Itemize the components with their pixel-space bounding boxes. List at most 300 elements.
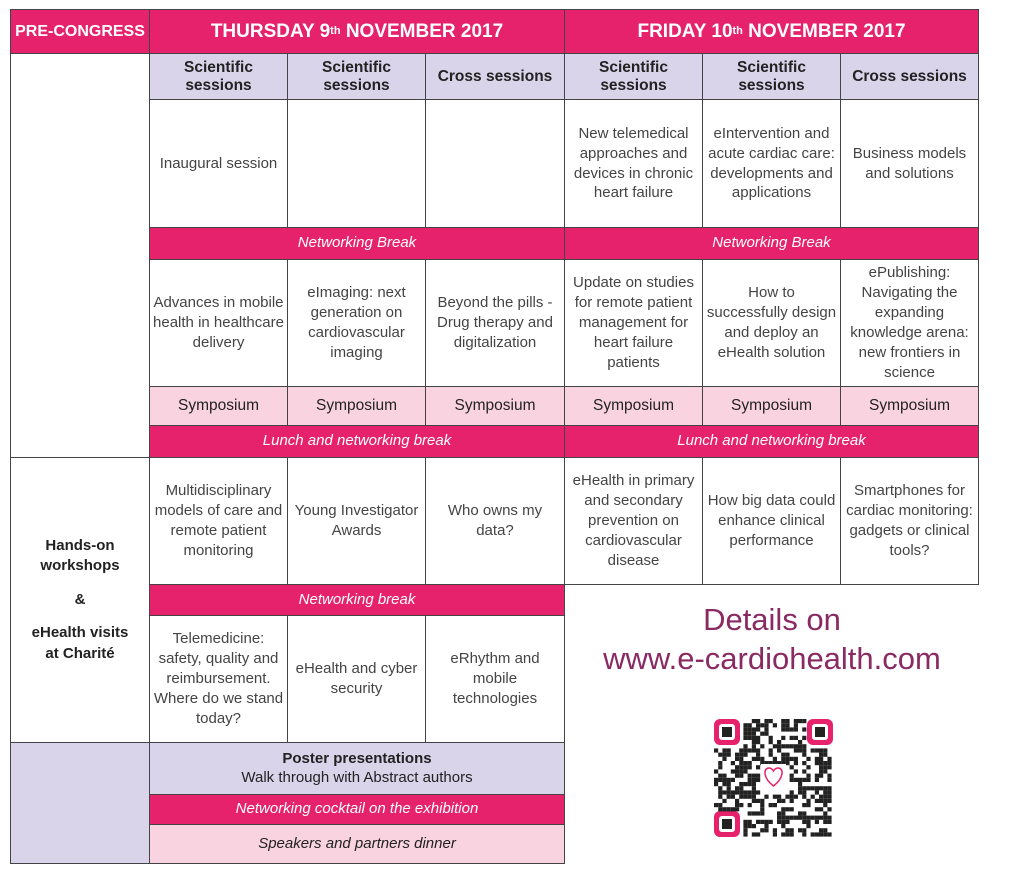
qr-module — [785, 820, 789, 824]
qr-module — [819, 765, 823, 769]
qr-module — [806, 757, 810, 761]
qr-module — [794, 778, 798, 782]
qr-module — [727, 748, 731, 752]
qr-module — [802, 778, 806, 782]
qr-module — [790, 816, 794, 820]
qr-module — [722, 748, 726, 752]
qr-module — [722, 807, 726, 811]
qr-module — [777, 740, 781, 744]
qr-module — [802, 820, 806, 824]
qr-module — [739, 774, 743, 778]
qr-module — [806, 765, 810, 769]
qr-module — [798, 786, 802, 790]
qr-module — [819, 816, 823, 820]
qr-module — [802, 832, 806, 836]
qr-module — [756, 832, 760, 836]
thu-col-header-scientific-1: Scientific sessions — [149, 53, 288, 100]
qr-module — [794, 795, 798, 799]
qr-module — [798, 782, 802, 786]
qr-module — [827, 832, 831, 836]
qr-module — [760, 732, 764, 736]
qr-module — [781, 799, 785, 803]
speakers-dinner: Speakers and partners dinner — [149, 824, 565, 864]
qr-module — [819, 748, 823, 752]
qr-module — [785, 795, 789, 799]
qr-module — [827, 778, 831, 782]
qr-module — [760, 811, 764, 815]
fri-symposium-2: Symposium — [702, 386, 841, 426]
qr-module — [722, 753, 726, 757]
fri-symposium-3: Symposium — [840, 386, 979, 426]
qr-module — [823, 799, 827, 803]
qr-module — [718, 803, 722, 807]
qr-module — [752, 811, 756, 815]
thu-networking-break-1: Networking Break — [149, 227, 565, 260]
qr-module — [827, 807, 831, 811]
qr-module — [798, 744, 802, 748]
qr-module — [823, 765, 827, 769]
qr-module — [722, 790, 726, 794]
qr-module — [756, 811, 760, 815]
qr-module — [802, 795, 806, 799]
qr-module — [798, 790, 802, 794]
qr-module — [760, 803, 764, 807]
qr-module — [752, 744, 756, 748]
qr-module — [815, 832, 819, 836]
thu-session-multidisciplinary: Multidisciplinary models of care and remote patient monitoring — [149, 457, 288, 585]
qr-module — [769, 753, 773, 757]
qr-module — [819, 753, 823, 757]
qr-module — [819, 832, 823, 836]
qr-module — [735, 753, 739, 757]
poster-presentations-cell — [149, 742, 565, 795]
qr-module — [731, 761, 735, 765]
qr-module — [718, 761, 722, 765]
qr-module — [727, 782, 731, 786]
qr-module — [727, 795, 731, 799]
qr-module — [756, 727, 760, 731]
qr-module — [731, 807, 735, 811]
qr-module — [777, 816, 781, 820]
qr-module — [811, 786, 815, 790]
qr-module — [806, 816, 810, 820]
qr-module — [743, 765, 747, 769]
qr-module — [827, 765, 831, 769]
friday-header-suffix: NOVEMBER 2017 — [742, 20, 906, 42]
qr-module — [802, 744, 806, 748]
qr-module — [739, 782, 743, 786]
qr-module — [827, 790, 831, 794]
qr-module — [794, 748, 798, 752]
qr-module — [752, 786, 756, 790]
qr-module — [798, 816, 802, 820]
qr-module — [752, 740, 756, 744]
qr-module — [781, 807, 785, 811]
qr-module — [769, 740, 773, 744]
qr-module — [790, 828, 794, 832]
thu-session-mobile-health: Advances in mobile health in healthcare delivery — [149, 259, 288, 387]
qr-finder-bottom-left — [714, 811, 740, 837]
qr-module — [806, 799, 810, 803]
thu-lunch-break: Lunch and networking break — [149, 425, 565, 458]
thu-session-empty-1 — [287, 99, 426, 228]
qr-module — [743, 727, 747, 731]
qr-module — [756, 820, 760, 824]
qr-module — [790, 736, 794, 740]
qr-module — [806, 778, 810, 782]
thu-symposium-3: Symposium — [425, 386, 565, 426]
qr-module — [743, 753, 747, 757]
qr-module — [802, 753, 806, 757]
qr-module — [777, 811, 781, 815]
qr-module — [748, 824, 752, 828]
qr-module — [773, 795, 777, 799]
qr-module — [760, 828, 764, 832]
qr-module — [802, 719, 806, 723]
qr-module — [827, 774, 831, 778]
qr-module — [743, 769, 747, 773]
thursday-header-suffix: NOVEMBER 2017 — [340, 20, 504, 42]
qr-module — [806, 820, 810, 824]
qr-module — [794, 719, 798, 723]
qr-module — [756, 740, 760, 744]
qr-module — [764, 727, 768, 731]
qr-module — [752, 748, 756, 752]
fri-session-business-models: Business models and solutions — [840, 99, 979, 228]
details-heading: Details on — [703, 602, 841, 637]
qr-module — [781, 832, 785, 836]
qr-module — [735, 803, 739, 807]
qr-module — [735, 790, 739, 794]
qr-module — [794, 816, 798, 820]
thu-session-beyond-pills: Beyond the pills - Drug therapy and digitalization — [425, 259, 565, 387]
fri-session-ehealth-solution: How to successfully design and deploy an eHealth solution — [702, 259, 841, 387]
thu-session-empty-2 — [425, 99, 565, 228]
qr-module — [802, 736, 806, 740]
qr-module — [735, 799, 739, 803]
qr-module — [815, 820, 819, 824]
qr-module — [806, 786, 810, 790]
qr-module — [781, 727, 785, 731]
qr-module — [743, 736, 747, 740]
qr-module — [823, 803, 827, 807]
qr-code-image — [711, 716, 836, 840]
thu-session-inaugural: Inaugural session — [149, 99, 288, 228]
qr-module — [777, 795, 781, 799]
qr-finder-top-right — [807, 719, 833, 745]
qr-module — [739, 748, 743, 752]
qr-module — [748, 736, 752, 740]
qr-module — [756, 799, 760, 803]
precongress-poster-empty-cell — [10, 742, 150, 864]
qr-module — [790, 778, 794, 782]
qr-module — [781, 757, 785, 761]
qr-module — [760, 744, 764, 748]
thu-col-header-scientific-2: Scientific sessions — [287, 53, 426, 100]
qr-module — [769, 736, 773, 740]
qr-module — [794, 736, 798, 740]
qr-module — [794, 723, 798, 727]
thursday-header-sup: th — [330, 24, 341, 37]
qr-module — [802, 811, 806, 815]
qr-module — [718, 774, 722, 778]
qr-module — [815, 807, 819, 811]
poster-subtitle: Walk through with Abstract authors — [241, 768, 473, 786]
qr-module — [739, 765, 743, 769]
qr-module — [815, 786, 819, 790]
qr-module — [823, 820, 827, 824]
qr-module — [743, 748, 747, 752]
qr-module — [722, 799, 726, 803]
qr-module — [752, 736, 756, 740]
thu-session-cyber-security: eHealth and cyber security — [287, 615, 426, 743]
qr-module — [731, 790, 735, 794]
thu-session-eimaging: eImaging: next generation on cardiovascular imaging — [287, 259, 426, 387]
qr-code-icon — [711, 716, 836, 840]
qr-module — [823, 790, 827, 794]
qr-module — [781, 753, 785, 757]
qr-module — [743, 782, 747, 786]
qr-module — [827, 757, 831, 761]
qr-module — [756, 774, 760, 778]
qr-module — [752, 774, 756, 778]
qr-center-logo — [761, 764, 786, 790]
qr-module — [819, 807, 823, 811]
qr-module — [777, 820, 781, 824]
qr-module — [802, 761, 806, 765]
qr-module — [827, 786, 831, 790]
qr-module — [823, 753, 827, 757]
qr-module — [811, 748, 815, 752]
qr-module — [769, 820, 773, 824]
qr-module — [785, 727, 789, 731]
qr-module — [823, 769, 827, 773]
fri-session-big-data: How big data could enhance clinical performance — [702, 457, 841, 585]
qr-module — [769, 803, 773, 807]
qr-module — [756, 736, 760, 740]
qr-module — [806, 803, 810, 807]
friday-header-sup: th — [732, 24, 743, 37]
qr-module — [785, 816, 789, 820]
qr-module — [748, 790, 752, 794]
thu-session-erhythm: eRhythm and mobile technologies — [425, 615, 565, 743]
qr-module — [811, 832, 815, 836]
qr-module — [785, 807, 789, 811]
qr-module — [785, 723, 789, 727]
qr-module — [764, 723, 768, 727]
qr-module — [815, 816, 819, 820]
qr-module — [722, 778, 726, 782]
qr-module — [815, 748, 819, 752]
charite-visits-label: eHealth visits at Charité — [31, 624, 129, 662]
qr-module — [794, 727, 798, 731]
qr-module — [798, 828, 802, 832]
workshops-label: Hands-on workshops — [40, 537, 120, 575]
qr-module — [781, 820, 785, 824]
qr-module — [823, 811, 827, 815]
qr-module — [748, 820, 752, 824]
qr-module — [785, 828, 789, 832]
qr-module — [823, 832, 827, 836]
friday-header-prefix: FRIDAY 10 — [637, 20, 733, 42]
qr-module — [731, 769, 735, 773]
qr-module — [798, 811, 802, 815]
networking-cocktail: Networking cocktail on the exhibition — [149, 794, 565, 825]
qr-module — [748, 727, 752, 731]
qr-module — [748, 774, 752, 778]
qr-module — [735, 765, 739, 769]
thu-session-telemedicine: Telemedicine: safety, quality and reimbursement. Where do we stand today? — [149, 615, 288, 743]
qr-module — [743, 723, 747, 727]
thu-symposium-1: Symposium — [149, 386, 288, 426]
qr-module — [806, 774, 810, 778]
qr-module — [764, 732, 768, 736]
thu-networking-break-2: Networking break — [149, 584, 565, 616]
qr-module — [714, 778, 718, 782]
qr-module — [785, 832, 789, 836]
qr-module — [764, 828, 768, 832]
qr-module — [819, 774, 823, 778]
qr-module — [718, 778, 722, 782]
qr-module — [743, 761, 747, 765]
qr-module — [743, 744, 747, 748]
qr-module — [764, 820, 768, 824]
qr-module — [748, 761, 752, 765]
ampersand-label: & — [74, 590, 86, 608]
qr-module — [727, 790, 731, 794]
qr-module — [794, 769, 798, 773]
qr-module — [718, 765, 722, 769]
qr-module — [781, 824, 785, 828]
qr-module — [739, 795, 743, 799]
qr-module — [790, 799, 794, 803]
qr-module — [760, 820, 764, 824]
qr-module — [815, 790, 819, 794]
qr-module — [802, 786, 806, 790]
qr-module — [748, 803, 752, 807]
qr-module — [752, 790, 756, 794]
qr-module — [815, 778, 819, 782]
qr-module — [735, 774, 739, 778]
thu-session-who-owns-data: Who owns my data? — [425, 457, 565, 585]
qr-module — [752, 824, 756, 828]
qr-module — [781, 736, 785, 740]
qr-module — [743, 832, 747, 836]
qr-module — [731, 795, 735, 799]
qr-module — [819, 828, 823, 832]
qr-module — [823, 816, 827, 820]
qr-module — [752, 832, 756, 836]
precongress-header: PRE-CONGRESS — [10, 9, 150, 54]
details-website[interactable]: www.e-cardiohealth.com — [603, 641, 941, 676]
qr-module — [785, 753, 789, 757]
qr-module — [785, 761, 789, 765]
qr-module — [718, 786, 722, 790]
thu-session-young-investigator: Young Investigator Awards — [287, 457, 426, 585]
qr-module — [773, 723, 777, 727]
fri-session-remote-patient: Update on studies for remote patient management for heart failure patients — [564, 259, 703, 387]
qr-module — [790, 744, 794, 748]
qr-module — [743, 790, 747, 794]
qr-module — [823, 786, 827, 790]
qr-module — [760, 723, 764, 727]
qr-module — [748, 748, 752, 752]
qr-module — [815, 761, 819, 765]
qr-module — [815, 757, 819, 761]
qr-module — [811, 816, 815, 820]
fri-symposium-1: Symposium — [564, 386, 703, 426]
qr-module — [773, 828, 777, 832]
qr-module — [785, 744, 789, 748]
qr-module — [823, 761, 827, 765]
thu-symposium-2: Symposium — [287, 386, 426, 426]
qr-module — [802, 828, 806, 832]
qr-module — [811, 795, 815, 799]
qr-module — [777, 744, 781, 748]
qr-module — [739, 803, 743, 807]
qr-module — [714, 782, 718, 786]
qr-module — [790, 774, 794, 778]
qr-module — [819, 761, 823, 765]
qr-module — [756, 778, 760, 782]
qr-module — [748, 765, 752, 769]
qr-module — [735, 807, 739, 811]
qr-module — [739, 757, 743, 761]
qr-module — [722, 782, 726, 786]
qr-module — [819, 799, 823, 803]
qr-module — [743, 732, 747, 736]
qr-module — [735, 786, 739, 790]
qr-module — [718, 790, 722, 794]
fri-session-telemedical: New telemedical approaches and devices in chronic heart failure — [564, 99, 703, 228]
qr-module — [739, 769, 743, 773]
fri-session-epublishing: ePublishing: Navigating the expanding knowledge arena: new frontiers in science — [840, 259, 979, 387]
fri-networking-break-1: Networking Break — [564, 227, 979, 260]
qr-module — [752, 799, 756, 803]
qr-module — [760, 807, 764, 811]
qr-module — [760, 799, 764, 803]
qr-module — [756, 719, 760, 723]
precongress-empty-cell — [10, 53, 150, 458]
fri-col-header-scientific-1: Scientific sessions — [564, 53, 703, 100]
fri-col-header-cross: Cross sessions — [840, 53, 979, 100]
qr-module — [752, 778, 756, 782]
qr-module — [714, 803, 718, 807]
qr-module — [748, 795, 752, 799]
qr-module — [802, 816, 806, 820]
qr-module — [802, 769, 806, 773]
qr-module — [798, 740, 802, 744]
precongress-workshops-cell — [10, 457, 150, 743]
qr-module — [752, 719, 756, 723]
qr-module — [827, 816, 831, 820]
qr-module — [718, 753, 722, 757]
qr-module — [781, 723, 785, 727]
qr-module — [722, 774, 726, 778]
qr-module — [756, 790, 760, 794]
qr-module — [739, 790, 743, 794]
thu-col-header-cross: Cross sessions — [425, 53, 565, 100]
qr-module — [748, 782, 752, 786]
qr-module — [781, 811, 785, 815]
qr-module — [827, 795, 831, 799]
qr-module — [819, 757, 823, 761]
qr-module — [743, 824, 747, 828]
qr-module — [781, 816, 785, 820]
qr-module — [722, 757, 726, 761]
qr-module — [764, 795, 768, 799]
qr-module — [748, 811, 752, 815]
